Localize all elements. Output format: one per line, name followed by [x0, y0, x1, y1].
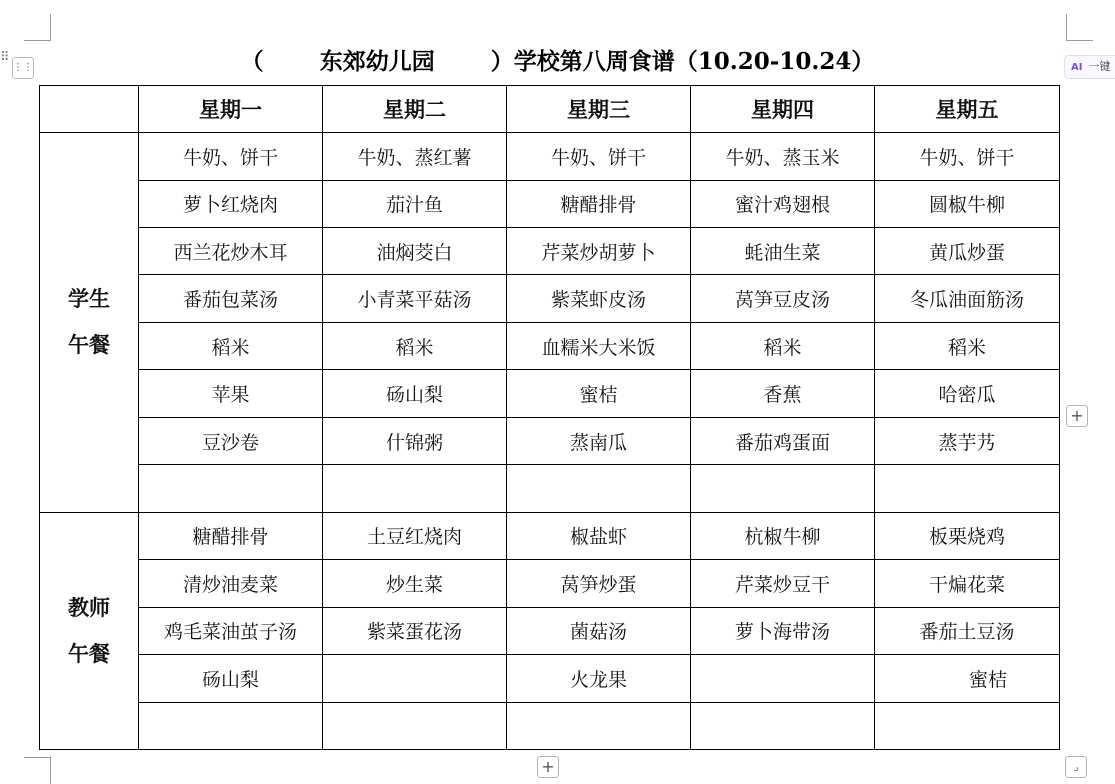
menu-cell[interactable]	[507, 702, 691, 750]
menu-cell[interactable]: 牛奶、蒸红薯	[323, 133, 507, 180]
add-row-button[interactable]: +	[537, 756, 559, 778]
student-lunch-row	[40, 370, 1060, 417]
student-lunch-row	[40, 465, 1060, 512]
menu-cell[interactable]: 牛奶、蒸玉米	[691, 133, 875, 180]
menu-cell[interactable]: 蚝油生菜	[691, 227, 875, 274]
menu-cell[interactable]	[507, 465, 691, 512]
menu-cell[interactable]: 蒸南瓜	[507, 417, 691, 464]
menu-cell[interactable]: 圆椒牛柳	[875, 180, 1060, 227]
menu-cell[interactable]: 蜜汁鸡翅根	[691, 180, 875, 227]
menu-cell[interactable]	[875, 702, 1060, 750]
menu-cell[interactable]: 莴笋豆皮汤	[691, 275, 875, 322]
menu-cell[interactable]: 杭椒牛柳	[691, 512, 875, 559]
day-header-cell[interactable]: 星期二	[323, 86, 507, 133]
menu-cell[interactable]: 番茄鸡蛋面	[691, 417, 875, 464]
menu-cell[interactable]: 茄汁鱼	[323, 180, 507, 227]
menu-cell[interactable]: 小青菜平菇汤	[323, 275, 507, 322]
menu-cell[interactable]: 番茄包菜汤	[139, 275, 323, 322]
menu-cell[interactable]: 砀山梨	[139, 655, 323, 702]
day-header-cell[interactable]: 星期三	[507, 86, 691, 133]
student-lunch-label-cell[interactable]	[40, 133, 139, 513]
menu-cell[interactable]: 糖醋排骨	[139, 512, 323, 559]
menu-cell[interactable]: 紫菜蛋花汤	[323, 607, 507, 654]
table-move-handle-icon[interactable]: ⋮⋮	[12, 57, 34, 79]
student-lunch-label-text: 学生	[68, 286, 110, 312]
student-lunch-label-text: 午餐	[68, 332, 110, 358]
add-column-button[interactable]: +	[1066, 405, 1088, 427]
menu-cell[interactable]	[323, 655, 507, 702]
teacher-lunch-label-cell[interactable]	[40, 512, 139, 749]
table-resize-icon[interactable]: ⌟	[1065, 756, 1087, 778]
header-corner-cell[interactable]	[40, 86, 139, 133]
menu-cell[interactable]: 莴笋炒蛋	[507, 560, 691, 607]
menu-cell[interactable]: 芹菜炒豆干	[691, 560, 875, 607]
menu-cell[interactable]: 菌菇汤	[507, 607, 691, 654]
menu-cell[interactable]: 砀山梨	[323, 370, 507, 417]
menu-cell[interactable]	[691, 702, 875, 750]
ai-icon: AI	[1071, 62, 1083, 73]
student-lunch-row	[40, 133, 1060, 180]
menu-cell[interactable]: 板栗烧鸡	[875, 512, 1060, 559]
menu-cell[interactable]: 西兰花炒木耳	[139, 227, 323, 274]
menu-cell[interactable]: 什锦粥	[323, 417, 507, 464]
page-corner-mark	[1066, 14, 1093, 41]
menu-cell[interactable]: 豆沙卷	[139, 417, 323, 464]
menu-cell[interactable]	[875, 465, 1060, 512]
menu-cell[interactable]: 冬瓜油面筋汤	[875, 275, 1060, 322]
student-lunch-row	[40, 180, 1060, 227]
header-row	[40, 86, 1060, 133]
menu-cell[interactable]: 椒盐虾	[507, 512, 691, 559]
menu-cell[interactable]: 蒸芋艿	[875, 417, 1060, 464]
menu-cell[interactable]: 牛奶、饼干	[875, 133, 1060, 180]
menu-cell[interactable]: 紫菜虾皮汤	[507, 275, 691, 322]
drag-handle-icon[interactable]: ⠿	[0, 50, 9, 65]
weekly-menu-table	[39, 85, 1060, 750]
menu-cell[interactable]: 蜜桔	[507, 370, 691, 417]
menu-cell[interactable]: 萝卜海带汤	[691, 607, 875, 654]
menu-cell[interactable]: 稻米	[323, 322, 507, 369]
menu-cell[interactable]: 稻米	[691, 322, 875, 369]
document-title: （ 东郊幼儿园 ）学校第八周食谱（10.20-10.24）	[240, 48, 875, 75]
student-lunch-row	[40, 227, 1060, 274]
menu-cell[interactable]: 牛奶、饼干	[139, 133, 323, 180]
menu-cell[interactable]: 炒生菜	[323, 560, 507, 607]
ai-assistant-button[interactable]	[1064, 55, 1115, 79]
teacher-lunch-label-text: 教师	[68, 594, 110, 620]
menu-cell[interactable]	[323, 465, 507, 512]
teacher-lunch-row	[40, 607, 1060, 654]
menu-cell[interactable]: 芹菜炒胡萝卜	[507, 227, 691, 274]
day-header-cell[interactable]: 星期一	[139, 86, 323, 133]
menu-cell[interactable]: 稻米	[139, 322, 323, 369]
menu-cell[interactable]: 黄瓜炒蛋	[875, 227, 1060, 274]
ai-button-label: 一键	[1088, 60, 1111, 73]
menu-cell[interactable]: 火龙果	[507, 655, 691, 702]
student-lunch-row	[40, 275, 1060, 322]
menu-cell[interactable]: 鸡毛菜油茧子汤	[139, 607, 323, 654]
menu-cell[interactable]: 糖醋排骨	[507, 180, 691, 227]
menu-cell[interactable]: 血糯米大米饭	[507, 322, 691, 369]
menu-cell[interactable]: 稻米	[875, 322, 1060, 369]
menu-cell[interactable]	[139, 702, 323, 750]
menu-cell[interactable]: 油焖茭白	[323, 227, 507, 274]
menu-cell[interactable]: 萝卜红烧肉	[139, 180, 323, 227]
menu-cell[interactable]: 干煸花菜	[875, 560, 1060, 607]
page-corner-mark	[24, 757, 51, 784]
day-header-cell[interactable]: 星期五	[875, 86, 1060, 133]
page-corner-mark	[24, 14, 51, 41]
teacher-lunch-row	[40, 560, 1060, 607]
menu-cell[interactable]: 番茄土豆汤	[875, 607, 1060, 654]
day-header-cell[interactable]: 星期四	[691, 86, 875, 133]
teacher-lunch-row	[40, 655, 1060, 702]
teacher-lunch-label-text: 午餐	[68, 640, 110, 666]
menu-cell[interactable]	[323, 702, 507, 750]
teacher-lunch-row	[40, 512, 1060, 559]
menu-cell[interactable]: 牛奶、饼干	[507, 133, 691, 180]
menu-cell[interactable]: 香蕉	[691, 370, 875, 417]
menu-cell[interactable]: 蜜桔	[875, 655, 1060, 702]
menu-cell[interactable]: 哈密瓜	[875, 370, 1060, 417]
menu-cell[interactable]	[139, 465, 323, 512]
student-lunch-row	[40, 322, 1060, 369]
student-lunch-row	[40, 417, 1060, 464]
menu-cell[interactable]: 苹果	[139, 370, 323, 417]
teacher-lunch-row	[40, 702, 1060, 750]
menu-cell[interactable]	[691, 655, 875, 702]
menu-cell[interactable]	[691, 465, 875, 512]
menu-cell[interactable]: 清炒油麦菜	[139, 560, 323, 607]
menu-cell[interactable]: 土豆红烧肉	[323, 512, 507, 559]
